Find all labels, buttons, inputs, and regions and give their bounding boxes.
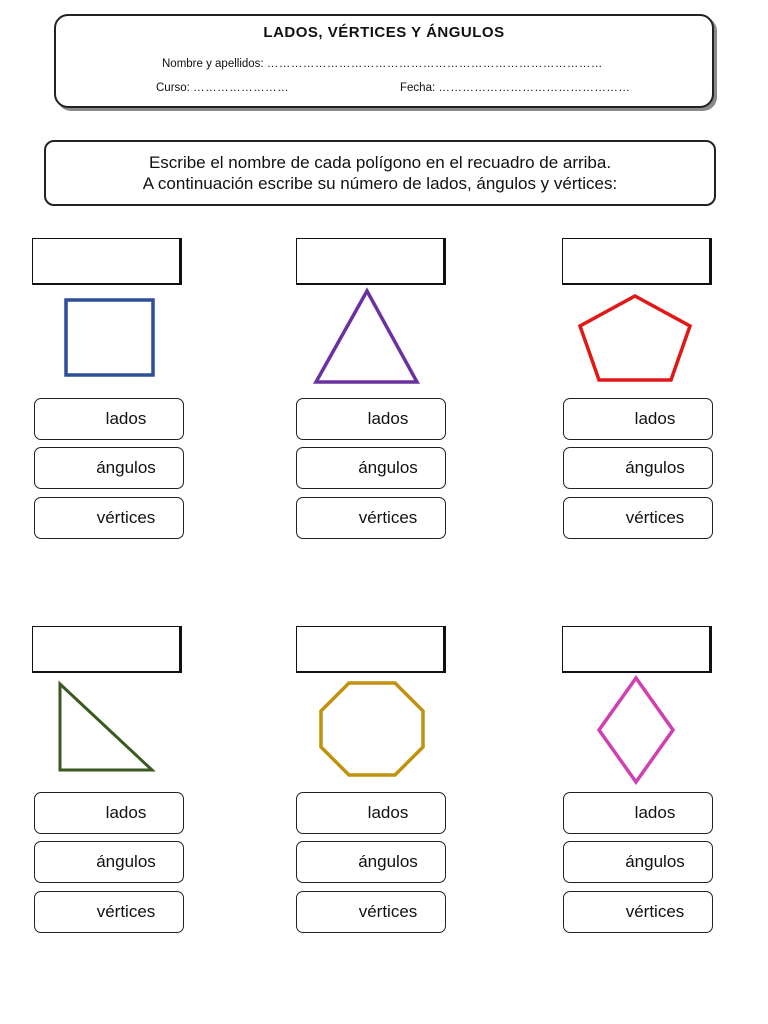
polygon-name-box-4[interactable] <box>32 626 182 673</box>
sides-field-1[interactable] <box>34 398 184 440</box>
worksheet-title: LADOS, VÉRTICES Y ÁNGULOS <box>263 24 505 41</box>
vertices-label: vértices <box>625 508 685 527</box>
vertices-label: vértices <box>96 902 156 921</box>
vertices-field-3[interactable] <box>563 497 713 539</box>
angles-field-1[interactable] <box>34 447 184 489</box>
sides-label: lados <box>634 803 676 822</box>
vertices-field-6[interactable] <box>563 891 713 933</box>
sides-label: lados <box>105 803 147 822</box>
instruction-line-1: Escribe el nombre de cada polígono en el recuadro de arriba. <box>148 153 612 172</box>
sides-field-5[interactable] <box>296 792 446 834</box>
vertices-label: vértices <box>96 508 156 527</box>
vertices-field-4[interactable] <box>34 891 184 933</box>
course-label: Curso: <box>156 82 190 94</box>
polygon-name-box-2[interactable] <box>296 238 446 285</box>
angles-label: ángulos <box>358 852 418 871</box>
angles-label: ángulos <box>625 458 685 477</box>
sides-label: lados <box>367 803 409 822</box>
rhombus-icon <box>592 672 680 788</box>
sides-field-3[interactable] <box>563 398 713 440</box>
vertices-field-1[interactable] <box>34 497 184 539</box>
name-label: Nombre y apellidos: <box>162 58 264 70</box>
vertices-label: vértices <box>358 902 418 921</box>
vertices-field-5[interactable] <box>296 891 446 933</box>
angles-field-5[interactable] <box>296 841 446 883</box>
date-line <box>400 82 630 94</box>
vertices-label: vértices <box>358 508 418 527</box>
sides-field-4[interactable] <box>34 792 184 834</box>
polygon-name-box-5[interactable] <box>296 626 446 673</box>
angles-field-2[interactable] <box>296 447 446 489</box>
sides-field-6[interactable] <box>563 792 713 834</box>
date-label: Fecha: <box>400 82 436 94</box>
sides-label: lados <box>105 409 147 428</box>
angles-field-4[interactable] <box>34 841 184 883</box>
triangle-icon <box>308 284 428 388</box>
name-line <box>162 58 603 70</box>
name-input-line[interactable]: ………………………………………………………………………… <box>266 58 603 70</box>
angles-label: ángulos <box>96 458 156 477</box>
instructions-box <box>44 140 716 206</box>
angles-field-3[interactable] <box>563 447 713 489</box>
date-input-line[interactable]: ………………………………………… <box>438 82 631 94</box>
worksheet-header <box>54 14 714 108</box>
octagon-icon <box>314 676 430 782</box>
instruction-line-2: A continuación escribe su número de lados, ángulos y vértices: <box>142 174 618 193</box>
angles-label: ángulos <box>358 458 418 477</box>
course-input-line[interactable]: …………………… <box>193 82 290 94</box>
pentagon-icon <box>572 290 698 388</box>
angles-field-6[interactable] <box>563 841 713 883</box>
sides-label: lados <box>367 409 409 428</box>
vertices-field-2[interactable] <box>296 497 446 539</box>
sides-label: lados <box>634 409 676 428</box>
angles-label: ángulos <box>96 852 156 871</box>
angles-label: ángulos <box>625 852 685 871</box>
vertices-label: vértices <box>625 902 685 921</box>
course-line <box>156 82 289 94</box>
polygon-name-box-1[interactable] <box>32 238 182 285</box>
polygon-name-box-3[interactable] <box>562 238 712 285</box>
right-triangle-icon <box>52 678 162 778</box>
square-icon <box>60 294 160 382</box>
polygon-name-box-6[interactable] <box>562 626 712 673</box>
sides-field-2[interactable] <box>296 398 446 440</box>
